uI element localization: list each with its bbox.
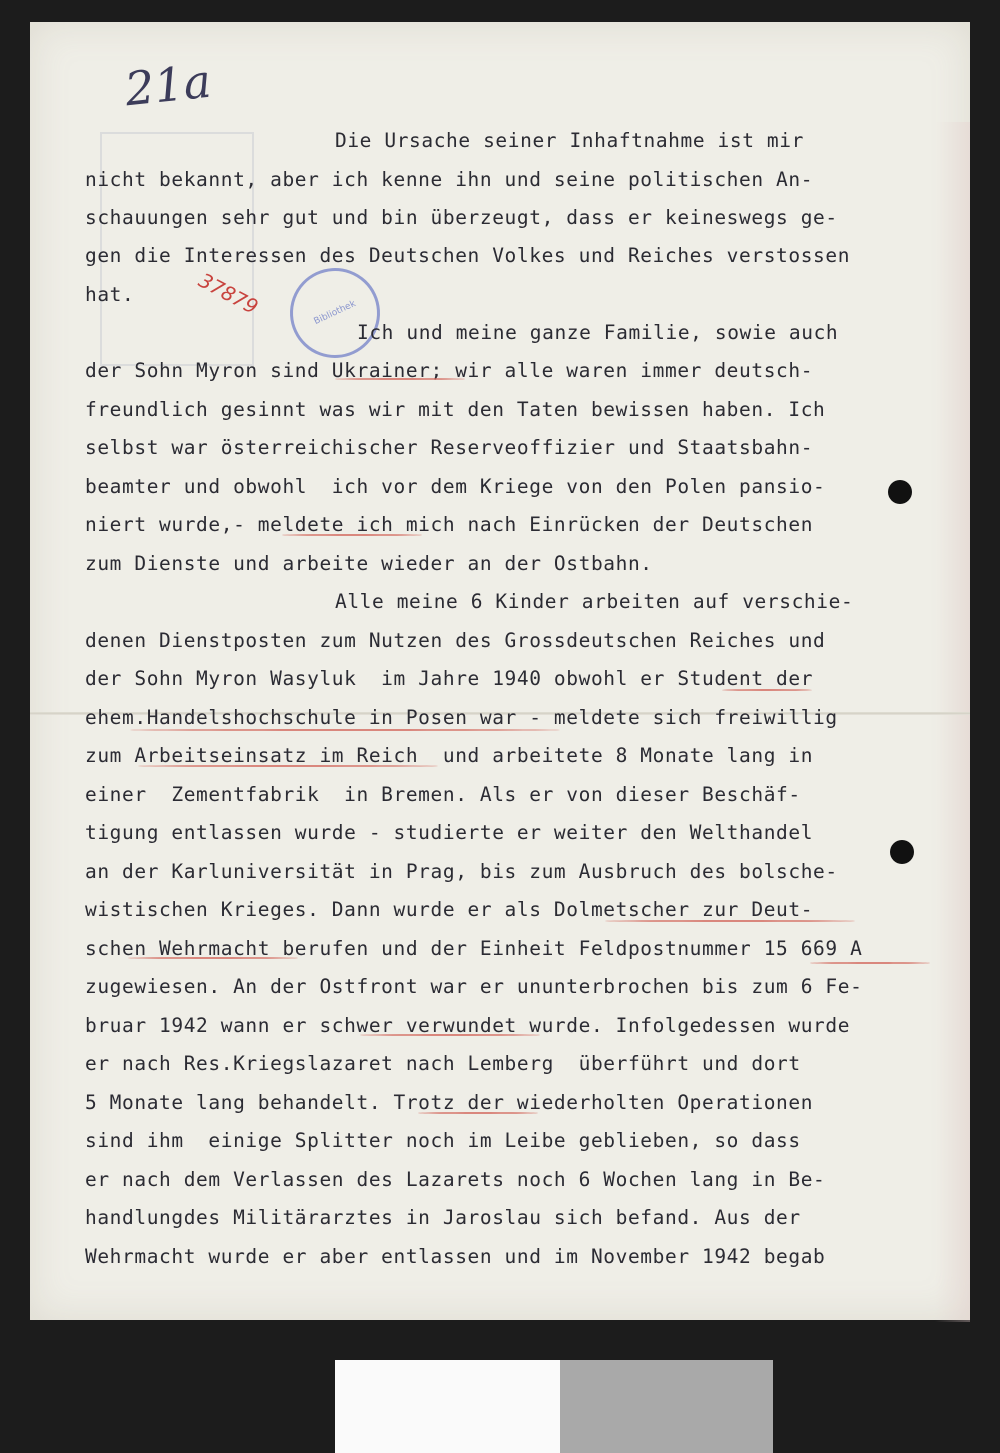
text-line: er nach Res.Kriegslazaret nach Lemberg überführt und dort	[85, 1052, 801, 1075]
text-line: einer Zementfabrik in Bremen. Als er von dieser Beschäf-	[85, 783, 801, 806]
text-line: gen die Interessen des Deutschen Volkes und Reiches verstossen	[85, 244, 851, 267]
text-line: an der Karluniversität in Prag, bis zum Ausbruch des bolsche-	[85, 860, 838, 883]
folio-number: 21a	[122, 53, 214, 117]
pencil-underline	[418, 1112, 538, 1114]
scan-white-patch	[335, 1360, 560, 1453]
text-line: schen Wehrmacht berufen und der Einheit Feldpostnummer 15 669 A	[85, 937, 863, 960]
pencil-underline	[130, 729, 560, 731]
punch-hole	[888, 480, 912, 504]
punch-hole	[890, 840, 914, 864]
text-line: zum Arbeitseinsatz im Reich und arbeitete 8 Monate lang in	[85, 744, 814, 767]
text-line: sind ihm einige Splitter noch im Leibe geblieben, so dass	[85, 1129, 801, 1152]
pencil-underline	[128, 957, 298, 959]
text-line: handlungdes Militärarztes in Jaroslau sich befand. Aus der	[85, 1206, 801, 1229]
text-line: schauungen sehr gut und bin überzeugt, dass er keineswegs ge-	[85, 206, 838, 229]
text-line: selbst war österreichischer Reserveoffizier und Staatsbahn-	[85, 436, 814, 459]
pencil-underline	[722, 689, 812, 691]
text-line: ehem.Handelshochschule in Posen war - meldete sich freiwillig	[85, 706, 838, 729]
pencil-underline	[360, 1034, 540, 1036]
paper-edge-tint	[935, 122, 970, 1322]
pencil-underline	[335, 378, 465, 380]
text-line: Wehrmacht wurde er aber entlassen und im November 1942 begab	[85, 1245, 826, 1268]
pencil-underline	[605, 920, 855, 922]
text-line: denen Dienstposten zum Nutzen des Grossdeutschen Reiches und	[85, 629, 826, 652]
text-line: er nach dem Verlassen des Lazarets noch 6 Wochen lang in Be-	[85, 1168, 826, 1191]
pencil-underline	[138, 765, 438, 767]
text-line: Alle meine 6 Kinder arbeiten auf verschie-	[335, 590, 854, 613]
text-line: zugewiesen. An der Ostfront war er ununterbrochen bis zum 6 Fe-	[85, 975, 863, 998]
text-line: freundlich gesinnt was wir mit den Taten bewissen haben. Ich	[85, 398, 826, 421]
scan-gray-patch	[560, 1360, 773, 1453]
pencil-underline	[282, 534, 422, 536]
text-line: 5 Monate lang behandelt. Trotz der wiederholten Operationen	[85, 1091, 814, 1114]
text-line: bruar 1942 wann er schwer verwundet wurde. Infolgedessen wurde	[85, 1014, 851, 1037]
pencil-underline	[810, 962, 930, 964]
text-line: zum Dienste und arbeite wieder an der Ostbahn.	[85, 552, 653, 575]
text-line: tigung entlassen wurde - studierte er weiter den Welthandel	[85, 821, 814, 844]
archive-number: 37879	[194, 268, 263, 320]
text-line: hat.	[85, 283, 135, 306]
library-stamp-text: Bibliothek	[312, 298, 358, 328]
text-line: beamter und obwohl ich vor dem Kriege von den Polen pansio-	[85, 475, 826, 498]
text-line: der Sohn Myron sind Ukrainer; wir alle waren immer deutsch-	[85, 359, 814, 382]
text-line: Die Ursache seiner Inhaftnahme ist mir	[335, 129, 804, 152]
text-line: Ich und meine ganze Familie, sowie auch	[357, 321, 839, 344]
text-line: nicht bekannt, aber ich kenne ihn und seine politischen An-	[85, 168, 814, 191]
text-line: wistischen Krieges. Dann wurde er als Dolmetscher zur Deut-	[85, 898, 814, 921]
text-line: der Sohn Myron Wasyluk im Jahre 1940 obwohl er Student der	[85, 667, 814, 690]
text-line: niert wurde,- meldete ich mich nach Einrücken der Deutschen	[85, 513, 814, 536]
